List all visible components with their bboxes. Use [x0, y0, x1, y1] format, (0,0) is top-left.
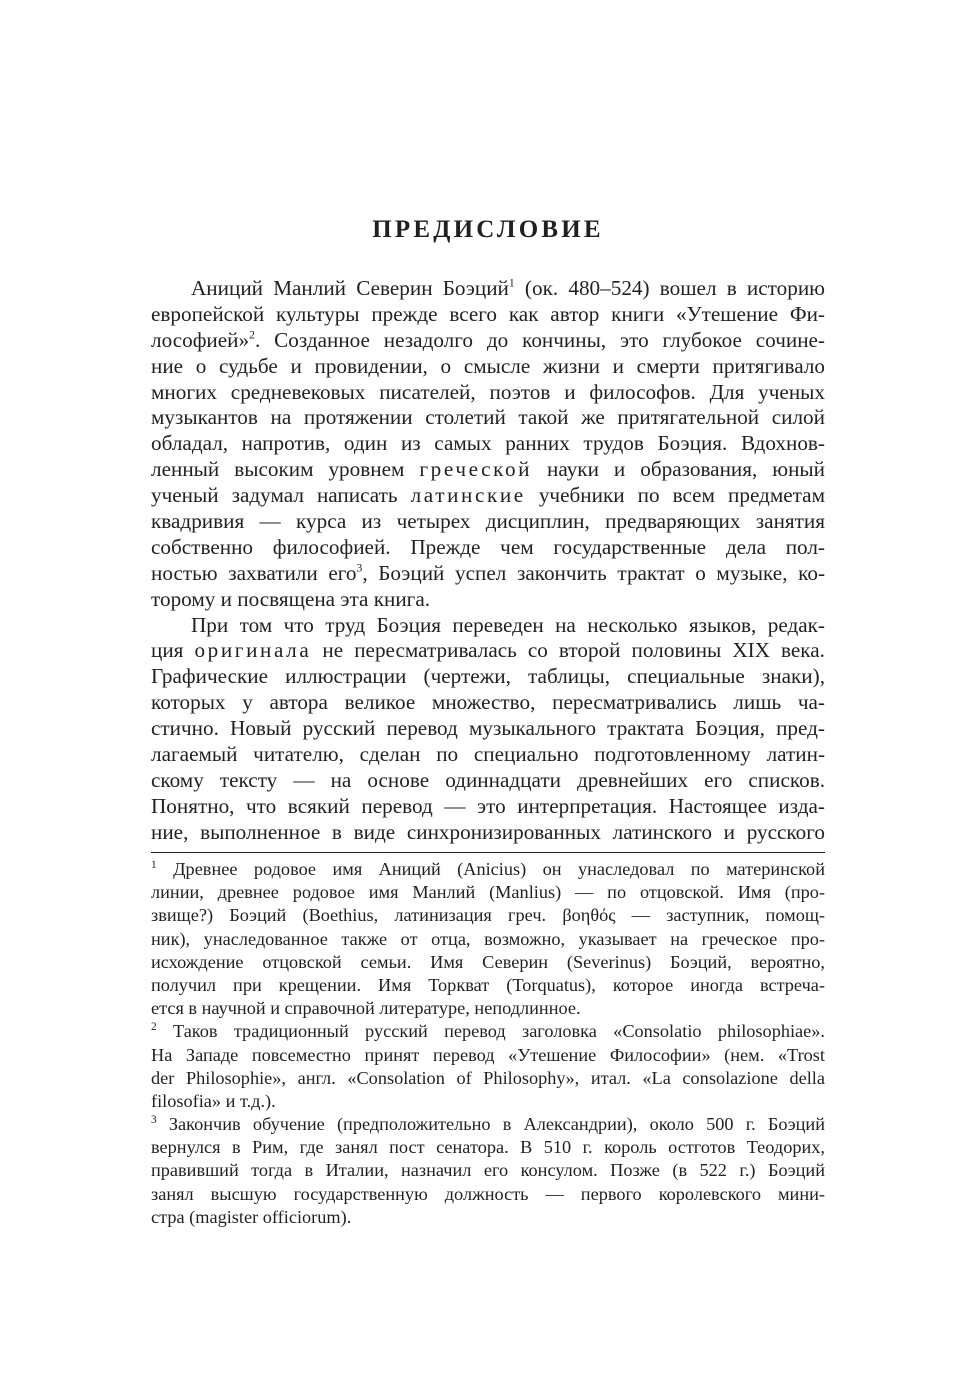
text-line: многих средневековых писателей, поэтов и философов. Для ученых	[151, 379, 825, 404]
text-line: Графические иллюстрации (чертежи, таблицы, специальные знаки),	[151, 664, 825, 689]
text-line	[151, 276, 825, 302]
footnote-3-line: правивший тогда в Италии, назначил его консулом. Позже (в 522 г.) Боэций	[151, 1160, 825, 1181]
text-line: музыкантов на протяжении столетий такой же притягательной силой	[151, 405, 825, 430]
footnote-2-line: На Западе повсеместно принят перевод «Утешение Философии» (нем. «Trost	[151, 1044, 825, 1065]
spaced-emphasis: оригинала	[194, 638, 312, 663]
text-line	[151, 561, 825, 587]
text-span: , Боэций успел закончить трактат о музыке, ко-	[362, 560, 826, 585]
footnote-2-line	[151, 1020, 825, 1043]
footnote-1-line: звище?) Боэций (Boethius, латинизация греч. βοηθός — заступник, помощ-	[151, 905, 825, 926]
text-line: обладал, напротив, один из самых ранних трудов Боэция. Вдохнов-	[151, 431, 825, 456]
text-span: Таков традиционный русский перевод заголовка «Consolatio philosophiae».	[156, 1021, 825, 1042]
footnote-3-line	[151, 1113, 825, 1136]
text-span: Древнее родовое имя Аниций (Anicius) он унаследовал по материнской	[156, 859, 825, 879]
footnote-1-line: ник), унаследованное также от отца, возможно, указывает на греческое про-	[151, 928, 825, 949]
text-line	[151, 483, 825, 509]
footnote-1-line	[151, 858, 825, 881]
footnote-1-line: ется в научной и справочной литературе, неподлинное.	[151, 998, 581, 1019]
footnotes	[151, 858, 825, 1229]
text-span: Закончив обучение (предположительно в Александрии), около 500 г. Боэций	[156, 1114, 825, 1135]
footnote-1-line: получил при крещении. Имя Торкват (Torquatus), которое иногда встреча-	[151, 974, 825, 995]
text-span: ностью захватили его	[151, 560, 357, 585]
text-line: ние о судьбе и провидении, о смысле жизни и смерти притягивало	[151, 353, 825, 378]
text-line: стично. Новый русский перевод музыкального трактата Боэция, пред-	[151, 716, 825, 741]
footnote-ref-1[interactable]: 1	[508, 276, 515, 290]
footnote-2-line: filosofia» и т.д.).	[151, 1090, 276, 1111]
text-line: квадривия — курса из четырех дисциплин, предваряющих занятия	[151, 509, 825, 534]
text-line	[151, 638, 825, 664]
text-line: европейской культуры прежде всего как автор книги «Утешение Фи-	[151, 301, 825, 326]
text-span: Аниций Манлий Северин Боэций	[191, 276, 509, 300]
text-line: лагаемый читателю, сделан по специально подготовленному латин-	[151, 742, 825, 767]
text-line: скому тексту — на основе одиннадцати древнейших его списков.	[151, 767, 825, 792]
text-line: собственно философией. Прежде чем государственные дела пол-	[151, 534, 825, 559]
text-span: науки и образования, юный	[532, 457, 826, 482]
footnote-3-line: стра (magister officiorum).	[151, 1206, 352, 1227]
footnote-1-line: исхождение отцовской семьи. Имя Северин (Severinus) Боэций, вероятно,	[151, 951, 825, 972]
footnote-ref-3[interactable]: 3	[356, 561, 363, 575]
footnote-number: 1	[151, 858, 157, 871]
footnote-number: 3	[151, 1114, 157, 1127]
text-span: учебники по всем предметам	[525, 483, 825, 508]
text-line: Понятно, что всякий перевод — это интерпретация. Настоящее изда-	[151, 793, 825, 818]
footnote-2-line: der Philosophie», англ. «Consolation of Philosophy», итал. «La consolazione della	[151, 1067, 825, 1088]
body-text	[151, 276, 825, 846]
text-span: ученый задумал написать	[151, 483, 411, 508]
text-line	[151, 457, 825, 483]
text-line: ние, выполненное в виде синхронизированных латинского и русского	[151, 819, 825, 844]
page-title: ПРЕДИСЛОВИЕ	[372, 216, 604, 243]
text-span: . Созданное незадолго до кончины, это глубокое сочине-	[254, 327, 825, 352]
text-span: лософией»	[151, 327, 250, 352]
text-line: торому и посвящена эта книга.	[151, 586, 431, 611]
footnote-3-line: вернулся в Рим, где занял пост сенатора. В 510 г. король остготов Теодорих,	[151, 1137, 825, 1158]
text-span: ленный высоким уровнем	[151, 457, 420, 482]
footnote-3-line: занял высшую государственную должность — первого королевского мини-	[151, 1183, 825, 1204]
text-span: ция	[151, 638, 195, 663]
text-line: При том что труд Боэция переведен на несколько языков, редак-	[191, 612, 825, 637]
text-span: не пересматривалась со второй половины XIX века.	[311, 638, 825, 663]
spaced-emphasis: латинские	[410, 483, 526, 508]
footnote-divider	[151, 852, 825, 853]
footnote-number: 2	[151, 1021, 157, 1034]
footnote-1-line: линии, древнее родовое имя Манлий (Manlius) — по отцовской. Имя (про-	[151, 882, 825, 903]
footnote-ref-2[interactable]: 2	[249, 328, 255, 342]
text-line	[151, 328, 825, 354]
spaced-emphasis: греческой	[419, 457, 533, 482]
text-span: (ок. 480–524) вошел в историю	[514, 276, 825, 300]
text-line: которых у автора великое множество, пересматривались лишь ча-	[151, 690, 825, 715]
